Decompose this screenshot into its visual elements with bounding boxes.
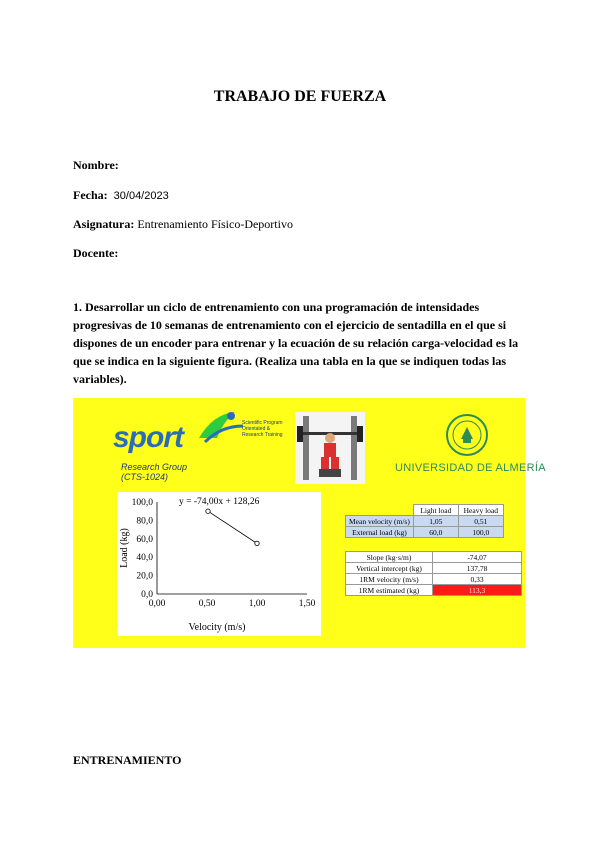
table-row <box>346 527 504 538</box>
research-group-code: (CTS-1024) <box>121 472 169 482</box>
x-tick-label: 0,50 <box>198 599 216 609</box>
nombre-field <box>73 158 119 173</box>
x-tick-labels <box>149 599 316 609</box>
data-point <box>206 509 210 513</box>
heavy-value: 0,51 <box>458 516 503 527</box>
asignatura-field <box>73 217 293 232</box>
sport-logo-text: sport <box>113 421 183 454</box>
table-row <box>346 516 504 527</box>
runner-logo-icon <box>191 408 245 448</box>
docente-field <box>73 246 118 261</box>
y-axis-label: Load (kg) <box>119 528 130 568</box>
section-heading: ENTRENAMIENTO <box>73 753 182 767</box>
x-axis-label: Velocity (m/s) <box>188 622 246 633</box>
university-name: UNIVERSIDAD DE ALMERÍA <box>395 462 546 474</box>
fecha-label: Fecha: <box>73 188 108 202</box>
y-tick-label: 60,0 <box>136 534 153 545</box>
fecha-value: 30/04/2023 <box>113 190 169 202</box>
loads-table-header <box>346 505 504 516</box>
asignatura-value: Entrenamiento Físico-Deportivo <box>137 217 293 231</box>
university-seal-icon <box>445 413 489 457</box>
row-label: Mean velocity (m/s) <box>346 516 414 527</box>
y-tick-label: 80,0 <box>136 516 153 527</box>
x-tick-label: 0,00 <box>148 599 166 609</box>
series-line <box>208 511 257 543</box>
row-label: External load (kg) <box>346 527 414 538</box>
light-value: 1,05 <box>413 516 458 527</box>
light-load-header: Light load <box>413 505 458 516</box>
result-value: -74,07 <box>433 552 522 563</box>
light-value: 60,0 <box>413 527 458 538</box>
squat-athlete-image <box>295 412 365 484</box>
trendline-equation: y = -74,00x + 128,26 <box>179 497 260 507</box>
heavy-load-header: Heavy load <box>458 505 503 516</box>
result-label: 1RM velocity (m/s) <box>346 574 433 585</box>
result-label: 1RM estimated (kg) <box>346 585 433 596</box>
question-text: 1. Desarrollar un ciclo de entrenamiento con una programación de intensidades progresivas de 10 semanas de entrenamiento con el ejercicio de sentadilla en el que si dispones de un encoder para entrenar y la ecuación de su relación carga-velocidad es la que se indica en la siguiente figura. (Realiza una tabla en la que se indiquen todas las variables). <box>73 300 519 386</box>
result-value: 0,33 <box>433 574 522 585</box>
sport-logo-subtitle: Scientific Program Orientated & Research Training <box>242 420 283 438</box>
result-value: 137,78 <box>433 563 522 574</box>
data-point <box>255 541 259 545</box>
x-tick-label: 1,50 <box>298 599 316 609</box>
result-row <box>346 563 522 574</box>
result-row <box>346 585 522 596</box>
research-group-name: Research Group <box>121 462 188 472</box>
result-row <box>346 574 522 585</box>
y-tick-label: 40,0 <box>136 553 153 564</box>
heavy-value: 100,0 <box>458 527 503 538</box>
y-tick-label: 0,0 <box>141 590 153 600</box>
results-table <box>345 551 522 596</box>
nombre-label: Nombre: <box>73 158 119 172</box>
research-group <box>121 462 187 482</box>
result-label: Vertical intercept (kg) <box>346 563 433 574</box>
fecha-field <box>73 188 169 203</box>
y-tick-labels <box>132 498 154 600</box>
load-velocity-figure <box>73 398 546 648</box>
y-tick-label: 100,0 <box>131 498 153 508</box>
docente-label: Docente: <box>73 246 119 260</box>
load-velocity-chart <box>117 492 321 636</box>
result-label: Slope (kg·s/m) <box>346 552 433 563</box>
asignatura-label: Asignatura: <box>73 217 135 231</box>
y-tick-label: 20,0 <box>136 571 153 582</box>
loads-table <box>345 504 504 538</box>
x-tick-label: 1,00 <box>248 599 266 609</box>
document-title: TRABAJO DE FUERZA <box>213 88 387 105</box>
result-value-highlighted: 113,3 <box>433 585 522 596</box>
result-row <box>346 552 522 563</box>
